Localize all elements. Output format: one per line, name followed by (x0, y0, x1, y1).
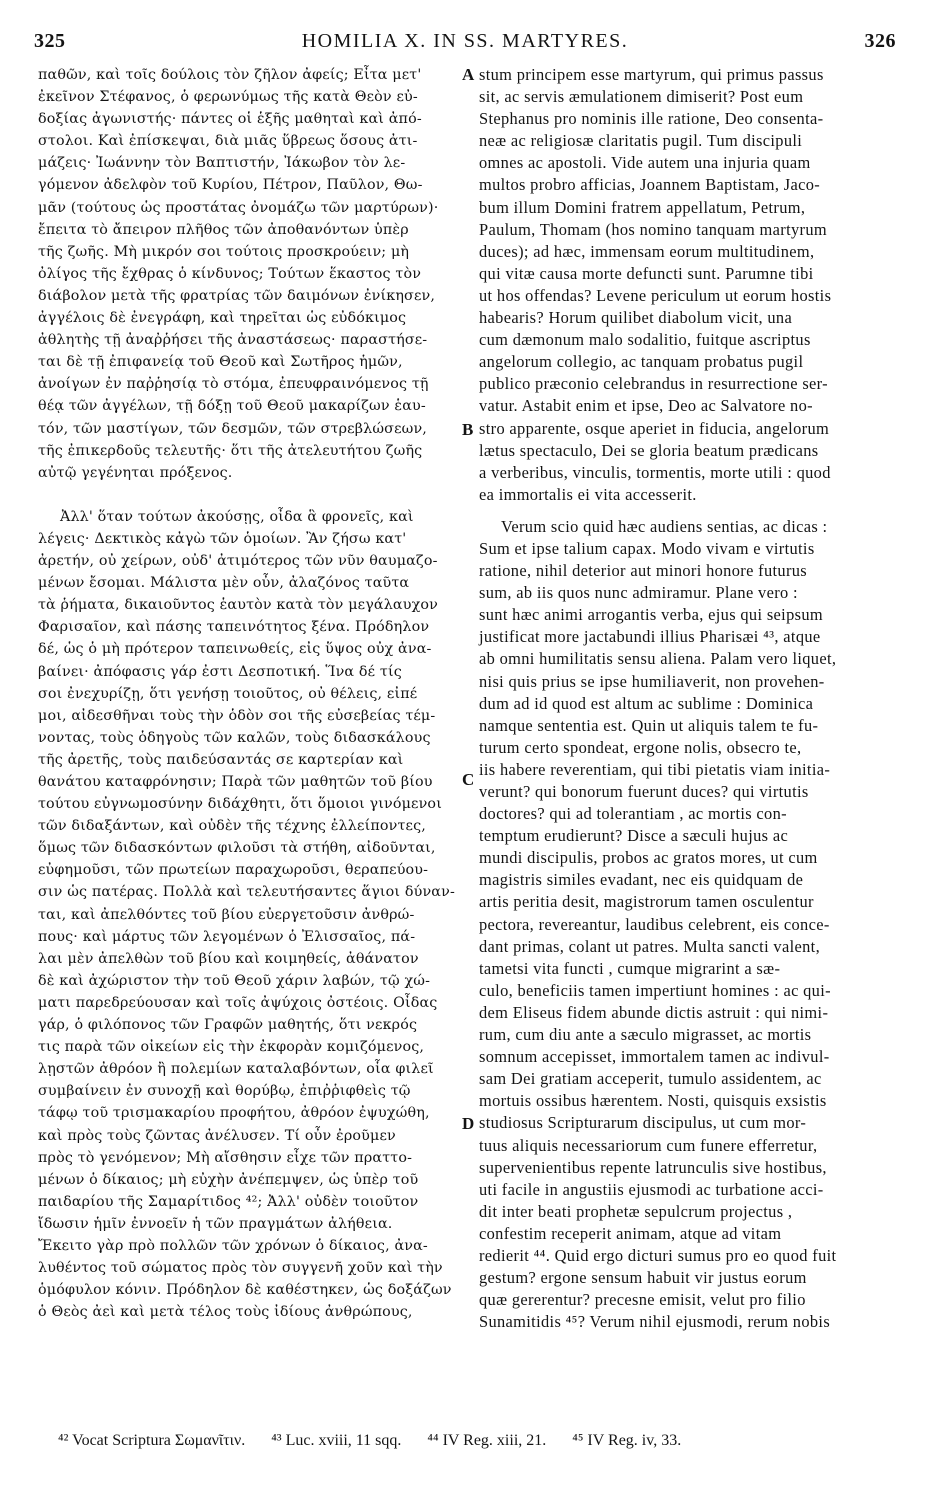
greek-text-line: ται, καὶ ἀπελθόντες τοῦ βίου εὐεργετοῦσιν ἀνθρώ- (38, 906, 415, 923)
latin-text-line: dem Eliseus fidem abunde dictis astruit : qui nimi- (479, 1002, 829, 1022)
latin-text-line: sit, ac servis æmulationem dimiserit? Post eum (479, 87, 804, 107)
latin-text-line: doctores? qui ad tolerantiam , ac mortis con- (479, 804, 787, 824)
latin-text-line: ratione, nihil deterior aut minori honore futurus (479, 561, 808, 581)
latin-text-line: supervenientibus repente latrunculis sive hostibus, (479, 1157, 827, 1177)
greek-text-line: τούτου εὐγνωμοσύνην διδάχθητι, ὅτι ὅμοιοι γινόμενοι (38, 796, 442, 813)
latin-text-line: omnes ac apostoli. Vide autem una injuria quam (479, 153, 811, 173)
latin-text-line: vatur. Astabit enim et ipse, Deo ac Salvatore no- (479, 396, 813, 416)
latin-text-line: sunt hæc animi arrogantis verba, ejus qui seipsum (479, 605, 823, 625)
greek-text-line: πρὸς τὸ γενόμενον; Μὴ αἴσθησιν εἶχε τῶν πραττο- (38, 1149, 413, 1166)
greek-text-line: σιν ὡς πατέρας. Πολλὰ καὶ τελευτήσαντες ἅγιοι δύναν- (38, 884, 455, 901)
greek-text-line: βαίνει· ἀπόφασις γάρ ἐστι Δεσποτική. Ἵνα δέ τίς (38, 663, 402, 680)
latin-text-line: turum certo spondeat, ergone nolis, obsecro te, (479, 737, 802, 757)
latin-text-line: magistris similes evadant, nec eis quidquam de (479, 870, 804, 890)
footnotes (58, 1432, 898, 1450)
greek-text-line: ἴδωσιν ἡμῖν ἐννοεῖν ἡ τῶν πραγμάτων ἀλήθεια. (38, 1215, 393, 1232)
greek-text-line: παιδαρίου τῆς Σαμαρίτιδος ⁴²; Ἀλλ' οὐδὲν τοιοῦτον (38, 1193, 419, 1210)
greek-text-line: εὐφημοῦσι, τῶν πρωτείων παραχωροῦσι, θεραπεύου- (38, 862, 429, 879)
greek-text-line: ἀγγέλοις δὲ ἐνεγράφη, καὶ τηρεῖται ὡς εὐδόκιμος (38, 310, 407, 327)
greek-text-line: δοξίας ἀγωνιστής· πάντες οἱ ἑξῆς μαθηταὶ καὶ ἀπό- (38, 111, 422, 128)
greek-text-line: τάφῳ τοῦ τρισμακαρίου προφήτου, ἀθρόον ἐψυχώθη, (38, 1105, 430, 1122)
latin-text-line: multos probro afficias, Joannem Baptistam, Jaco- (479, 175, 821, 195)
greek-text-line: ὁ Θεὸς ἀεὶ καὶ μετὰ τέλος τοὺς ἰδίους ἀνθρώπους, (38, 1304, 413, 1321)
latin-text-line: qui vitæ causa morte defuncti sunt. Parumne tibi (479, 263, 814, 283)
greek-text-line: τὰ ῥήματα, δικαιοῦντος ἑαυτὸν κατὰ τὸν μεγάλαυχον (38, 597, 438, 614)
greek-text-line: πους· καὶ μάρτυς τῶν λεγομένων ὁ Ἐλισσαῖος, πά- (38, 928, 416, 945)
latin-paragraph-2 (479, 516, 894, 1333)
greek-text-line: ὁμόφυλον κόνιν. Πρόδηλον δὲ καθέστηκεν, ὡς δοξάζων (38, 1282, 452, 1299)
greek-text-line: τῆς ζωῆς. Μὴ μικρόν σοι τούτοις προσκρούειν; μὴ (38, 243, 410, 260)
greek-text-line: Φαρισαῖον, καὶ πάσης ταπεινότητος ξένα. Πρόδηλον (38, 619, 430, 636)
greek-text-line: σοι ἐνεχυρίζῃ, ὅτι γενήσῃ τοιοῦτος, οὐ θέλεις, εἰπέ (38, 685, 418, 702)
page-number-left: 325 (34, 30, 66, 52)
latin-text-line: dit inter beati prophetæ sepulcrum projectus , (479, 1201, 793, 1221)
greek-text-line: τις παρὰ τῶν οἰκείων εἰς τὴν ἐκφορὰν κομιζόμενος, (38, 1039, 425, 1056)
greek-text-line: Ἔκειτο γὰρ πρὸ πολλῶν τῶν χρόνων ὁ δίκαιος, ἀνα- (38, 1237, 428, 1254)
latin-text-line: mortuis ossibus hærentem. Nosti, quisquis exsistis (479, 1091, 827, 1111)
greek-text-line: συμβαίνειν ἐν συνοχῇ καὶ θορύβῳ, ἐπιῤῥιφθεὶς τῷ (38, 1083, 411, 1100)
margin-marker-b: B (462, 420, 474, 439)
latin-text-line: culo, beneficiis tamen impertiunt homines : ac qui- (479, 980, 831, 1000)
footnote-43: ⁴³ Luc. xviii, 11 sqq. (271, 1432, 402, 1449)
latin-text-line: sam Dei gratiam acceperit, tumulo assidentem, ac (479, 1069, 822, 1089)
page-number-right: 326 (864, 30, 896, 52)
latin-text-line: iis habere reverentiam, qui tibi pietatis viam initia- (479, 759, 831, 779)
latin-text-line: nisi quis prius se ipse humiliaverit, non provehen- (479, 671, 825, 691)
greek-text-line: τόν, τῶν μαστίγων, τῶν δεσμῶν, τῶν στρεβλώσεων, (38, 420, 427, 437)
margin-marker-d: D (462, 1114, 475, 1133)
footnote-44: ⁴⁴ IV Reg. xiii, 21. (427, 1432, 547, 1449)
latin-text-line: rum, cum diu ante a sæculo migrasset, ac mortis (479, 1025, 812, 1045)
greek-text-line: μᾶν (τούτους ὡς προστάτας ὀνομάζω τῶν μαρτύρων)· (38, 199, 439, 216)
latin-text-line: dum ad id quod est altum ac sublime : Dominica (479, 693, 814, 713)
latin-text-line: Paulum, Thomam (hos nomino tanquam martyrum (479, 219, 827, 239)
greek-text-line: ἀθλητὴς τῇ ἀναῤῥήσει τῆς ἀναστάσεως· παραστήσε- (38, 332, 428, 349)
latin-text-line: redierit ⁴⁴. Quid ergo dicturi sumus pro eo quod fuit (479, 1245, 837, 1265)
greek-text-line: ματι παρεδρεύουσαν καὶ τοῖς ἀψύχοις ὀστέοις. Οἶδας (38, 994, 438, 1011)
greek-text-line: λυθέντος τοῦ σώματος πρὸς τὸν συγγενῆ χοῦν καὶ τὴν (38, 1260, 443, 1277)
latin-text-line: tuus aliquis necessariorum cum funere efferretur, (479, 1135, 818, 1155)
latin-text-line: artis peritia desit, magistrorum tamen osculentur (479, 892, 814, 912)
latin-text-line: sum, ab iis quos nunc admiramur. Plane vero : (479, 583, 798, 603)
greek-text-line: ἀρετήν, οὐ χείρων, οὐδ' ἀτιμότερος τῶν νῦν θαυμαζο- (38, 553, 438, 570)
latin-text-line: verunt? qui bonorum fuerunt duces? qui virtutis (479, 782, 809, 801)
latin-text-line: a verberibus, vinculis, tormentis, morte utili : quod (479, 462, 831, 482)
latin-text-line: stro apparente, osque aperiet in fiducia, angelorum (479, 418, 830, 438)
latin-text-line: angelorum collegio, ac tanquam probatus pugil (479, 352, 804, 372)
greek-text-line: ται δὲ τῇ ἐπιφανείᾳ τοῦ Θεοῦ καὶ Σωτῆρος ἡμῶν, (38, 354, 403, 371)
greek-text-line: ἔπειτα τὸ ἄπειρον πλῆθος τῶν ἀποθανόντων ὑπὲρ (38, 221, 409, 238)
latin-text-line: bum illum Domini fratrem appellatum, Petrum, (479, 197, 806, 217)
greek-text-line: τῶν διδαξάντων, καὶ οὐδὲν τῆς τέχνης ἐλλείποντες, (38, 818, 426, 835)
greek-text-line: ὀλίγος τῆς ἔχθρας ὁ κίνδυνος; Τούτων ἕκαστος τὸν (38, 265, 422, 282)
latin-text-line: uti facile in angustiis ejusmodi ac turbatione acci- (479, 1179, 824, 1199)
greek-text-line: ἐκεῖνον Στέφανος, ὁ φερωνύμως τῆς κατὰ Θεὸν εὐ- (38, 89, 418, 106)
latin-text-line: lætus spectaculo, Dei se gloria beatum prædicans (479, 440, 819, 460)
greek-text-line: λαι μὲν ἀπελθὼν τοῦ βίου καὶ κοιμηθείς, ἀθάνατον (38, 950, 419, 967)
latin-text-line: Verum scio quid hæc audiens sentias, ac dicas : (501, 516, 828, 536)
latin-text-line: somnum accepisset, immortalem tamen ac indivul- (479, 1047, 830, 1067)
running-header (34, 30, 896, 56)
greek-text-line: μοι, αἰδεσθῆναι τοὺς τὴν ὁδὸν σοι τῆς εὐσεβείας τέμ- (38, 707, 436, 724)
greek-text-line: μάζεις· Ἰωάννην τὸν Βαπτιστήν, Ἰάκωβον τὸν λε- (38, 155, 406, 172)
greek-text-line: στολοι. Καὶ ἐπίσκεψαι, διὰ μιᾶς ὕβρεως ὅσους ἀτι- (38, 133, 418, 150)
latin-text-line: cum dæmonum malo sodalitio, fuitque ascriptus (479, 330, 811, 350)
latin-paragraph-1 (479, 64, 894, 506)
latin-text-line: publico præconio celebrandus in resurrectione ser- (479, 374, 828, 394)
greek-text-line: δέ, ὡς ὁ μὴ πρότερον ταπεινωθείς, εἰς ὕψος οὐχ ἀνα- (38, 641, 432, 658)
latin-text-line: namque sententia est. Quin ut aliquis talem te fu- (479, 715, 819, 735)
greek-text-line: γόμενον ἀδελφὸν τοῦ Κυρίου, Πέτρον, Παῦλον, Θω- (38, 177, 423, 194)
latin-text-line: mundi discipulis, probos ac gratos mores, ut cum (479, 848, 818, 868)
latin-column (479, 64, 894, 1333)
latin-text-line: ab omni humilitatis sensu aliena. Palam vero liquet, (479, 649, 837, 669)
greek-column (38, 64, 458, 1323)
greek-text-line: ὅμως τῶν διδασκόντων φιλοῦσι τὰ στήθη, αἰδοῦνται, (38, 840, 436, 857)
latin-text-line: ut hos offendas? Levene periculum ut eorum hostis (479, 285, 832, 305)
latin-text-line: temptum erudierunt? Disce a sæculi hujus ac (479, 826, 789, 846)
footnote-45: ⁴⁵ IV Reg. iv, 33. (572, 1432, 682, 1449)
latin-text-line: pectora, revereantur, laudibus celebrent, eis conce- (479, 914, 830, 934)
latin-text-line: justificat more jactabundi illius Pharisæi ⁴³, atque (479, 627, 821, 647)
greek-paragraph-1 (38, 64, 458, 484)
greek-text-line: μένων ἔσομαι. Μάλιστα μὲν οὖν, ἀλαζόνος ταῦτα (38, 575, 410, 592)
latin-text-line: dant primas, colant ut patres. Multa sancti valent, (479, 936, 821, 956)
latin-text-line: Sum et ipse talium capax. Modo vivam e virtutis (479, 538, 815, 558)
latin-text-line: studiosus Scripturarum discipulus, ut cum mor- (479, 1113, 807, 1133)
greek-text-line: καὶ πρὸς τοὺς ζῶντας ἀνέλυσεν. Τί οὖν ἐροῦμεν (38, 1127, 396, 1144)
latin-text-line: tametsi vita functi , cumque migrarint a sæ- (479, 958, 781, 978)
greek-text-line: παθῶν, καὶ τοῖς δούλοις τὸν ζῆλον ἀφείς; Εἶτα μετ' (38, 67, 422, 83)
greek-text-line: διάβολον μετὰ τῆς φρατρίας τῶν δαιμόνων ἐνίκησεν, (38, 287, 436, 304)
greek-paragraph-2 (38, 506, 458, 1323)
greek-text-line: λέγεις· Δεκτικὸς κἀγὼ τῶν ὁμοίων. Ἂν ζήσω κατ' (38, 530, 407, 547)
running-title: HOMILIA X. IN SS. MARTYRES. (301, 30, 629, 52)
latin-text-line: habearis? Horum quilibet diabolum vicit, una (479, 308, 793, 328)
latin-text-line: confestim receperit animam, atque ad vitam (479, 1223, 782, 1243)
latin-text-line: gestum? ergone sensum habuit vir justus eorum (479, 1268, 807, 1288)
latin-text-line: stum principem esse martyrum, qui primus passus (479, 65, 824, 84)
margin-marker-c: C (462, 770, 475, 789)
margin-marker-a: A (462, 65, 475, 84)
greek-text-line: λῃστῶν ἀθρόον ἢ πολεμίων καταλαβόντων, οἷα φιλεῖ (38, 1061, 434, 1078)
latin-text-line: Stephanus pro nominis ille ratione, Deo consenta- (479, 109, 824, 129)
greek-text-line: αὐτῷ γεγένηται πρόξενος. (38, 464, 233, 481)
latin-text-line: Sunamitidis ⁴⁵? Verum nihil ejusmodi, rerum nobis (479, 1312, 831, 1332)
latin-text-line: ea immortalis ei vita accesserit. (479, 484, 697, 504)
footnote-42: ⁴² Vocat Scriptura Σωμανῖτιν. (58, 1432, 246, 1449)
latin-text-line: quæ gererentur? precesne emisit, velut pro filio (479, 1290, 806, 1310)
greek-text-line: γάρ, ὁ φιλόπονος τῶν Γραφῶν μαθητής, ὅτι νεκρός (38, 1017, 418, 1034)
greek-text-line: ἀνοίγων ἐν παῤῥησίᾳ τὸ στόμα, ἐπευφραινόμενος τῇ (38, 376, 429, 393)
latin-text-line: duces); ad hæc, immensam eorum multitudinem, (479, 241, 815, 261)
latin-text-line: neæ ac religiosæ claritatis pugil. Tum discipuli (479, 131, 803, 151)
greek-text-line: τῆς ἐπικερδοῦς τελευτῆς· ὅτι τῆς ἀτελευτήτου ζωῆς (38, 442, 423, 459)
greek-text-line: μένων ὁ δίκαιος; μὴ εὐχὴν ἀνέπεμψεν, ὡς ὑπὲρ τοῦ (38, 1171, 419, 1188)
greek-text-line: θανάτου καταφρόνησιν; Παρὰ τῶν μαθητῶν τοῦ βίου (38, 774, 433, 790)
greek-text-line: τῆς ἀρετῆς, τοὺς παιδεύσαντάς σε καρτερίαν καὶ (38, 751, 404, 768)
greek-text-line: νοντας, τοὺς ὁδηγοὺς τῶν καλῶν, τοὺς διδασκάλους (38, 729, 431, 746)
greek-text-line: θέᾳ τῶν ἀγγέλων, τῇ δόξῃ τοῦ Θεοῦ μακαρίζων ἑαυ- (38, 398, 426, 415)
greek-text-line: Ἀλλ' ὅταν τούτων ἀκούσῃς, οἶδα ἃ φρονεῖς, καὶ (60, 508, 414, 525)
greek-text-line: δὲ καὶ ἀχώριστον τὴν τοῦ Θεοῦ χάριν λαβών, τῷ χώ- (38, 972, 431, 989)
